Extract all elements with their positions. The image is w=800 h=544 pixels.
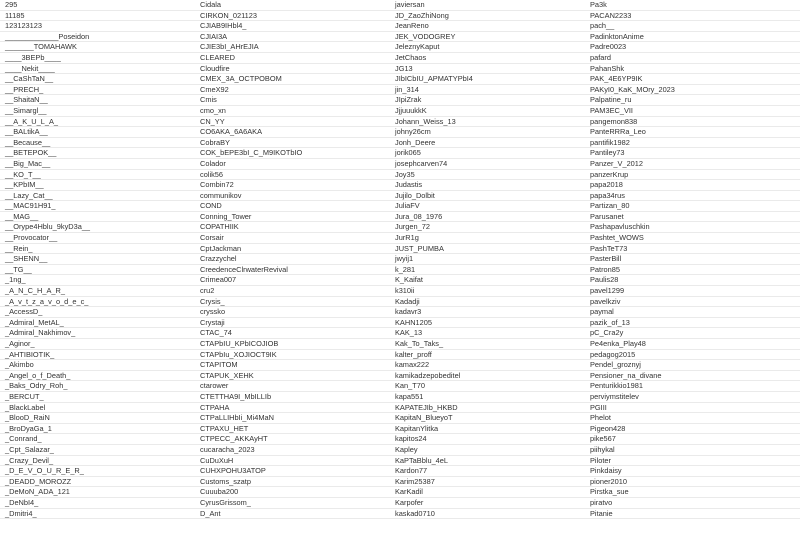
- table-cell: Palpatine_ru: [585, 95, 800, 106]
- table-cell: javiersan: [390, 0, 585, 11]
- table-cell: __Orype4Hblu_9kyD3a__: [0, 222, 195, 233]
- table-cell: Cidala: [195, 0, 390, 11]
- table-cell: communikov: [195, 191, 390, 202]
- table-cell: CTPECC_AKKAyHT: [195, 434, 390, 445]
- table-cell: 123123123: [0, 21, 195, 32]
- table-cell: Crystaji: [195, 318, 390, 329]
- table-cell: Pe4enka_Play48: [585, 339, 800, 350]
- table-cell: KaPTaBblu_4eL: [390, 456, 585, 467]
- table-cell: kapitos24: [390, 434, 585, 445]
- table-cell: Kadadji: [390, 297, 585, 308]
- table-cell: _1ng_: [0, 275, 195, 286]
- table-cell: Pashtet_WOWS: [585, 233, 800, 244]
- table-cell: CMEX_3A_OCTPOBOM: [195, 74, 390, 85]
- table-cell: _Cpt_Salazar_: [0, 445, 195, 456]
- table-cell: pazik_of_13: [585, 318, 800, 329]
- table-cell: CTPAXU_HET: [195, 424, 390, 435]
- table-cell: JD_ZaoZhiNong: [390, 11, 585, 22]
- table-cell: K_Kaifat: [390, 275, 585, 286]
- table-cell: piihykal: [585, 445, 800, 456]
- table-cell: _______TOMAHAWK: [0, 42, 195, 53]
- column-1: [0, 0, 195, 544]
- table-cell: _Aginor_: [0, 339, 195, 350]
- table-cell: cmo_xn: [195, 106, 390, 117]
- table-cell: Cloudfire: [195, 64, 390, 75]
- table-cell: k_281: [390, 265, 585, 276]
- table-cell: Jonh_Deere: [390, 138, 585, 149]
- table-cell: CTPaLLIHbIi_Mi4MaN: [195, 413, 390, 424]
- table-cell: panzerKrup: [585, 170, 800, 181]
- column-2: [195, 0, 390, 544]
- table-cell: Cuuuba200: [195, 487, 390, 498]
- table-cell: Pensioner_na_divane: [585, 371, 800, 382]
- table-cell: JjjuuukkK: [390, 106, 585, 117]
- table-cell: JetChaos: [390, 53, 585, 64]
- table-cell: PasterBill: [585, 254, 800, 265]
- table-cell: pike567: [585, 434, 800, 445]
- table-cell: __MAC91H91_: [0, 201, 195, 212]
- table-cell: _DEADD_MOROZZ: [0, 477, 195, 488]
- table-cell: CTPAHA: [195, 403, 390, 414]
- table-cell: Cmis: [195, 95, 390, 106]
- table-cell: Crysis_: [195, 297, 390, 308]
- table-cell: Kapley: [390, 445, 585, 456]
- table-cell: CTAPbIU_KPbICOJIOB: [195, 339, 390, 350]
- table-cell: Parusanet: [585, 212, 800, 223]
- table-cell: __KO_T__: [0, 170, 195, 181]
- table-cell: _Admiral_Nakhimov_: [0, 328, 195, 339]
- table-cell: __Because__: [0, 138, 195, 149]
- table-cell: KAHN1205: [390, 318, 585, 329]
- table-cell: josephcarven74: [390, 159, 585, 170]
- table-cell: Jurgen_72: [390, 222, 585, 233]
- table-cell: COND: [195, 201, 390, 212]
- table-cell: kamikadzepobeditel: [390, 371, 585, 382]
- table-cell: Johann_Weiss_13: [390, 117, 585, 128]
- table-cell: papa2018: [585, 180, 800, 191]
- table-cell: jwyij1: [390, 254, 585, 265]
- table-cell: _Conrand_: [0, 434, 195, 445]
- table-cell: kadavr3: [390, 307, 585, 318]
- table-cell: jorik065: [390, 148, 585, 159]
- table-cell: CIRKON_021123: [195, 11, 390, 22]
- table-cell: Pigeon428: [585, 424, 800, 435]
- table-cell: PAM3EC_VII: [585, 106, 800, 117]
- table-cell: kapa551: [390, 392, 585, 403]
- table-cell: _BroDyaGa_1: [0, 424, 195, 435]
- table-cell: Combin72: [195, 180, 390, 191]
- table-cell: johny26cm: [390, 127, 585, 138]
- table-cell: __Provocator__: [0, 233, 195, 244]
- table-cell: pafard: [585, 53, 800, 64]
- table-cell: CptJackman: [195, 244, 390, 255]
- table-cell: kamax222: [390, 360, 585, 371]
- table-cell: COPATHIIK: [195, 222, 390, 233]
- table-cell: kalter_proff: [390, 350, 585, 361]
- table-cell: PahanShk: [585, 64, 800, 75]
- table-cell: pangemon838: [585, 117, 800, 128]
- table-cell: cru2: [195, 286, 390, 297]
- table-cell: jin_314: [390, 85, 585, 96]
- table-cell: _AccessD_: [0, 307, 195, 318]
- table-cell: KAK_13: [390, 328, 585, 339]
- table-cell: _Crazy_Devil_: [0, 456, 195, 467]
- table-cell: colik56: [195, 170, 390, 181]
- table-cell: _Dmitri4_: [0, 509, 195, 520]
- table-cell: __A_K_U_L_A_: [0, 117, 195, 128]
- table-cell: Panzer_V_2012: [585, 159, 800, 170]
- table-cell: ____Nekit____: [0, 64, 195, 75]
- table-cell: _Angel_o_f_Death_: [0, 371, 195, 382]
- table-cell: 11185: [0, 11, 195, 22]
- table-cell: cucaracha_2023: [195, 445, 390, 456]
- table-cell: Joy35: [390, 170, 585, 181]
- table-cell: JIpiZrak: [390, 95, 585, 106]
- table-cell: Pendel_groznyj: [585, 360, 800, 371]
- table-cell: pC_Cra2y: [585, 328, 800, 339]
- table-cell: __BALtikA__: [0, 127, 195, 138]
- table-cell: Crimea007: [195, 275, 390, 286]
- table-cell: __ShaitaN__: [0, 95, 195, 106]
- table-cell: _Akimbo: [0, 360, 195, 371]
- table-cell: _DeNbI4_: [0, 498, 195, 509]
- table-cell: _Baks_Odry_Roh_: [0, 381, 195, 392]
- table-cell: PAKyI0_KaK_MOry_2023: [585, 85, 800, 96]
- table-cell: CuDuXuH: [195, 456, 390, 467]
- table-cell: Padre0023: [585, 42, 800, 53]
- table-cell: _____________Poseidon: [0, 32, 195, 43]
- table-cell: CobraBY: [195, 138, 390, 149]
- table-cell: _DeMoN_ADA_121: [0, 487, 195, 498]
- table-cell: CTAPbIu_XOJIOCT9IK: [195, 350, 390, 361]
- table-cell: KAPATEJIb_HKBD: [390, 403, 585, 414]
- table-cell: CO6AKA_6A6AKA: [195, 127, 390, 138]
- table-cell: JurR1g: [390, 233, 585, 244]
- table-cell: _BERCUT_: [0, 392, 195, 403]
- table-cell: D_Ant: [195, 509, 390, 520]
- table-cell: Kak_To_Taks_: [390, 339, 585, 350]
- table-cell: _Admiral_MetAL_: [0, 318, 195, 329]
- table-cell: __BETEPOK__: [0, 148, 195, 159]
- table-cell: Pa3k: [585, 0, 800, 11]
- table-cell: PanteRRRa_Leo: [585, 127, 800, 138]
- table-cell: __SHENN__: [0, 254, 195, 265]
- table-cell: PashTeT73: [585, 244, 800, 255]
- column-4: [585, 0, 800, 544]
- table-cell: 295: [0, 0, 195, 11]
- table-cell: Corsair: [195, 233, 390, 244]
- table-cell: CLEARED: [195, 53, 390, 64]
- table-cell: Karim25387: [390, 477, 585, 488]
- table-cell: __TG__: [0, 265, 195, 276]
- table-cell: JIbICbIU_APMATYPbI4: [390, 74, 585, 85]
- table-cell: pavelkziv: [585, 297, 800, 308]
- table-cell: JG13: [390, 64, 585, 75]
- table-cell: CyrusGrissom_: [195, 498, 390, 509]
- table-cell: Phelot: [585, 413, 800, 424]
- table-cell: __Rein_: [0, 244, 195, 255]
- table-cell: PACAN2233: [585, 11, 800, 22]
- table-cell: Conning_Tower: [195, 212, 390, 223]
- table-cell: CmeX92: [195, 85, 390, 96]
- table-cell: KarKadil: [390, 487, 585, 498]
- table-cell: Piloter: [585, 456, 800, 467]
- column-3: [390, 0, 585, 544]
- table-cell: JEK_VODOGREY: [390, 32, 585, 43]
- table-cell: CJIAB9IHbl4_: [195, 21, 390, 32]
- table-cell: Partizan_80: [585, 201, 800, 212]
- table-cell: CUHXPOHU3ATOP: [195, 466, 390, 477]
- table-cell: PGIII: [585, 403, 800, 414]
- table-cell: JeleznyKaput: [390, 42, 585, 53]
- table-cell: Pantiley73: [585, 148, 800, 159]
- table-cell: __CaShTaN__: [0, 74, 195, 85]
- table-cell: Customs_szatp: [195, 477, 390, 488]
- table-cell: JuliaFV: [390, 201, 585, 212]
- table-cell: kaskad0710: [390, 509, 585, 520]
- table-cell: __PRECH_: [0, 85, 195, 96]
- table-cell: pavel1299: [585, 286, 800, 297]
- table-cell: KapitaN_BlueyoT: [390, 413, 585, 424]
- table-cell: k310ii: [390, 286, 585, 297]
- table-cell: paymal: [585, 307, 800, 318]
- table-cell: pioner2010: [585, 477, 800, 488]
- table-cell: _AHTIBIOTIK_: [0, 350, 195, 361]
- table-cell: Penturikkio1981: [585, 381, 800, 392]
- table-cell: CTETTHA9I_MbILLIb: [195, 392, 390, 403]
- table-cell: pach__: [585, 21, 800, 32]
- table-cell: PAK_4E6YP9IK: [585, 74, 800, 85]
- table-cell: Judastis: [390, 180, 585, 191]
- table-cell: CJIE3bI_AHrEJIA: [195, 42, 390, 53]
- table-cell: _D_E_V_O_U_R_E_R_: [0, 466, 195, 477]
- table-cell: _A_v_t_z_a_v_o_d_e_c_: [0, 297, 195, 308]
- table-cell: JUST_PUMBA: [390, 244, 585, 255]
- table-cell: __Simargl__: [0, 106, 195, 117]
- table-cell: Kan_T70: [390, 381, 585, 392]
- table-cell: CJIAI3A: [195, 32, 390, 43]
- table-cell: _BlooD_RaiN: [0, 413, 195, 424]
- table-cell: Paulis28: [585, 275, 800, 286]
- table-cell: __MAG__: [0, 212, 195, 223]
- table-cell: _BlackLabel: [0, 403, 195, 414]
- table-cell: papa34rus: [585, 191, 800, 202]
- table-cell: CTAPUK_XEHK: [195, 371, 390, 382]
- table-cell: CTAPITOM: [195, 360, 390, 371]
- table-cell: pedagog2015: [585, 350, 800, 361]
- table-cell: ____3BEPb____: [0, 53, 195, 64]
- table-cell: CTAC_74: [195, 328, 390, 339]
- table-cell: piratvo: [585, 498, 800, 509]
- table-cell: Jujilo_Dolbit: [390, 191, 585, 202]
- table-cell: Pinkdaisy: [585, 466, 800, 477]
- table-cell: CreedenceClrwaterRevival: [195, 265, 390, 276]
- table-cell: Kardon77: [390, 466, 585, 477]
- table-cell: Pashapavluschkin: [585, 222, 800, 233]
- table-cell: __KPbIM__: [0, 180, 195, 191]
- table-cell: pantifik1982: [585, 138, 800, 149]
- table-cell: __Big_Mac__: [0, 159, 195, 170]
- table-cell: ctarower: [195, 381, 390, 392]
- table-cell: JeanReno: [390, 21, 585, 32]
- table-cell: CN_YY: [195, 117, 390, 128]
- table-cell: Karpofer: [390, 498, 585, 509]
- table-cell: __Lazy_Cat__: [0, 191, 195, 202]
- table-cell: cryssko: [195, 307, 390, 318]
- table-cell: Pirstka_sue: [585, 487, 800, 498]
- table-cell: COK_bEPE3bI_C_M9IKOTbIO: [195, 148, 390, 159]
- table-cell: Pitanie: [585, 509, 800, 520]
- table-cell: Patron85: [585, 265, 800, 276]
- table-cell: perviymstitelev: [585, 392, 800, 403]
- table-cell: _A_N_C_H_A_R_: [0, 286, 195, 297]
- table-cell: Crazzychel: [195, 254, 390, 265]
- table-cell: PadinktonAnime: [585, 32, 800, 43]
- table-cell: KapitanYlitka: [390, 424, 585, 435]
- table-cell: Jura_08_1976: [390, 212, 585, 223]
- table-cell: Colador: [195, 159, 390, 170]
